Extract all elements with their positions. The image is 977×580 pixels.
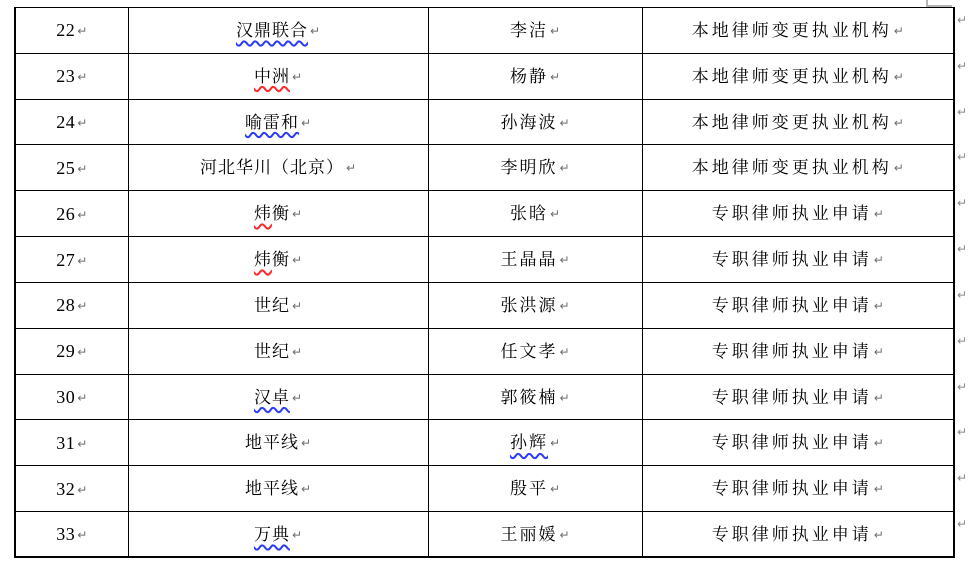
firm-name: 世纪: [253, 295, 290, 315]
row-number-cell[interactable]: [15, 328, 128, 374]
paragraph-mark-icon: ↵: [873, 527, 884, 542]
firm-name-wavy: 炜: [253, 204, 272, 224]
row-number-cell[interactable]: [15, 420, 128, 466]
lawyer-name: 张洪源: [500, 295, 558, 315]
paragraph-mark-icon: ↵: [77, 116, 88, 131]
paragraph-mark-icon: ↵: [77, 161, 88, 176]
row-end-mark-icon: ↵: [957, 58, 968, 73]
row-number-cell[interactable]: [15, 145, 128, 191]
table-row: [15, 99, 954, 145]
firm-name-wavy: 喻雷和: [244, 112, 299, 132]
application-type: 专职律师执业申请: [711, 295, 872, 315]
application-type-cell[interactable]: [642, 420, 954, 466]
lawyer-name: 郭筱楠: [500, 387, 558, 407]
table-row: [15, 328, 954, 374]
row-number-cell[interactable]: [15, 53, 128, 99]
row-end-mark-icon: ↵: [957, 517, 968, 532]
paragraph-mark-icon: ↵: [893, 23, 904, 38]
row-number: 22: [56, 20, 76, 41]
firm-name-wavy: 汉鼎联合: [235, 20, 308, 40]
paragraph-mark-icon: ↵: [77, 299, 88, 314]
application-type-cell[interactable]: [642, 8, 954, 54]
lawyer-name: 孙辉: [509, 433, 548, 453]
lawyer-name: 王晶晶: [500, 250, 558, 270]
table-row: [15, 191, 954, 237]
row-number: 27: [56, 249, 76, 270]
firm-name: 世纪: [253, 341, 290, 361]
row-end-mark-icon: ↵: [957, 13, 968, 27]
row-end-mark-icon: ↵: [957, 287, 968, 302]
paragraph-mark-icon: ↵: [300, 436, 312, 451]
paragraph-mark-icon: ↵: [77, 345, 88, 360]
paragraph-mark-icon: ↵: [893, 115, 904, 130]
firm-name: 河北华川（北京）: [199, 158, 344, 178]
firm-name-wavy: 汉卓: [253, 387, 290, 407]
paragraph-mark-icon: ↵: [291, 253, 303, 268]
firm-cell[interactable]: [128, 53, 428, 99]
firm-cell[interactable]: [128, 374, 428, 420]
row-end-mark-icon: ↵: [957, 425, 968, 440]
application-type-cell[interactable]: [642, 282, 954, 328]
row-number: 29: [56, 341, 76, 362]
application-type: 本地律师变更执业机构: [691, 158, 892, 178]
application-type-cell[interactable]: [642, 466, 954, 512]
paragraph-mark-icon: ↵: [559, 115, 570, 130]
application-type: 专职律师执业申请: [711, 387, 872, 407]
paragraph-mark-icon: ↵: [291, 207, 303, 222]
paragraph-mark-icon: ↵: [77, 391, 88, 406]
row-number: 28: [56, 295, 76, 316]
lawyer-name-cell[interactable]: [428, 466, 642, 512]
application-type: 专职律师执业申请: [711, 341, 872, 361]
table-row: [15, 466, 954, 512]
application-type-cell[interactable]: [642, 237, 954, 283]
approval-table: [14, 7, 955, 558]
firm-cell[interactable]: [128, 420, 428, 466]
paragraph-mark-icon: ↵: [559, 527, 570, 542]
table-row: [15, 512, 954, 558]
paragraph-mark-icon: ↵: [549, 436, 561, 451]
paragraph-mark-icon: ↵: [873, 207, 884, 222]
paragraph-mark-icon: ↵: [77, 482, 88, 497]
firm-cell[interactable]: [128, 8, 428, 54]
lawyer-name-cell[interactable]: [428, 99, 642, 145]
firm-name: 衡: [271, 204, 290, 224]
application-type-cell[interactable]: [642, 99, 954, 145]
table-row: [15, 8, 954, 54]
paragraph-mark-icon: ↵: [77, 207, 88, 222]
table-row: [15, 374, 954, 420]
row-end-mark-icon: ↵: [957, 104, 968, 119]
paragraph-mark-icon: ↵: [549, 207, 561, 222]
firm-name-wavy: 中洲: [253, 66, 290, 86]
row-number: 23: [56, 66, 76, 87]
row-end-mark-icon: ↵: [957, 242, 968, 257]
application-type-cell[interactable]: [642, 53, 954, 99]
table-row: [15, 145, 954, 191]
row-number-cell[interactable]: [15, 8, 128, 54]
paragraph-mark-icon: ↵: [549, 482, 561, 497]
row-end-mark-icon: ↵: [957, 333, 968, 348]
paragraph-mark-icon: ↵: [549, 69, 561, 84]
row-number: 32: [56, 478, 76, 499]
lawyer-name: 殷平: [509, 479, 548, 499]
table-row: [15, 53, 954, 99]
table-row: [15, 420, 954, 466]
firm-name: 地平线: [244, 433, 299, 453]
application-type: 本地律师变更执业机构: [691, 112, 892, 132]
lawyer-name-cell[interactable]: [428, 191, 642, 237]
paragraph-mark-icon: ↵: [291, 69, 303, 84]
paragraph-mark-icon: ↵: [291, 344, 303, 359]
lawyer-name-cell[interactable]: [428, 282, 642, 328]
paragraph-mark-icon: ↵: [873, 253, 884, 268]
paragraph-mark-icon: ↵: [291, 298, 303, 313]
paragraph-mark-icon: ↵: [549, 23, 561, 38]
paragraph-mark-icon: ↵: [873, 344, 884, 359]
paragraph-mark-icon: ↵: [873, 482, 884, 497]
application-type: 专职律师执业申请: [711, 433, 872, 453]
paragraph-mark-icon: ↵: [345, 161, 357, 176]
application-type-cell[interactable]: [642, 191, 954, 237]
paragraph-mark-icon: ↵: [873, 436, 884, 451]
lawyer-name-cell[interactable]: [428, 145, 642, 191]
lawyer-name-cell[interactable]: [428, 374, 642, 420]
table-row: [15, 237, 954, 283]
paragraph-mark-icon: ↵: [893, 161, 904, 176]
firm-cell[interactable]: [128, 328, 428, 374]
row-end-mark-icon: ↵: [957, 471, 968, 486]
row-number: 33: [56, 524, 76, 545]
paragraph-mark-icon: ↵: [559, 390, 570, 405]
row-number: 31: [56, 432, 76, 453]
paragraph-mark-icon: ↵: [873, 390, 884, 405]
application-type: 专职律师执业申请: [711, 524, 872, 544]
row-number: 30: [56, 387, 76, 408]
firm-name: 衡: [271, 250, 290, 270]
lawyer-name: 李明欣: [500, 158, 558, 178]
firm-name: 地平线: [244, 479, 299, 499]
application-type: 本地律师变更执业机构: [691, 20, 892, 40]
row-number-cell[interactable]: [15, 191, 128, 237]
paragraph-mark-icon: ↵: [291, 390, 303, 405]
paragraph-mark-icon: ↵: [77, 528, 88, 543]
firm-cell[interactable]: [128, 282, 428, 328]
paragraph-mark-icon: ↵: [559, 298, 570, 313]
lawyer-name: 任文孝: [500, 341, 558, 361]
row-number-cell[interactable]: [15, 237, 128, 283]
firm-cell[interactable]: [128, 237, 428, 283]
paragraph-mark-icon: ↵: [873, 298, 884, 313]
paragraph-mark-icon: ↵: [300, 482, 312, 497]
lawyer-name-cell[interactable]: [428, 328, 642, 374]
paragraph-mark-icon: ↵: [309, 23, 321, 38]
paragraph-mark-icon: ↵: [77, 253, 88, 268]
row-number-cell[interactable]: [15, 282, 128, 328]
lawyer-name: 杨静: [509, 66, 548, 86]
row-number-cell[interactable]: [15, 512, 128, 558]
row-number: 24: [56, 112, 76, 133]
table-body: [15, 8, 954, 558]
paragraph-mark-icon: ↵: [77, 70, 88, 85]
application-type-cell[interactable]: [642, 374, 954, 420]
lawyer-name: 王丽媛: [500, 524, 558, 544]
application-type: 专职律师执业申请: [711, 479, 872, 499]
table-row: [15, 282, 954, 328]
row-end-mark-icon: ↵: [957, 150, 968, 165]
application-type-cell[interactable]: [642, 512, 954, 558]
application-type-cell[interactable]: [642, 328, 954, 374]
application-type: 专职律师执业申请: [711, 204, 872, 224]
application-type: 专职律师执业申请: [711, 250, 872, 270]
paragraph-mark-icon: ↵: [893, 69, 904, 84]
paragraph-mark-icon: ↵: [559, 253, 570, 268]
paragraph-mark-icon: ↵: [300, 115, 312, 130]
paragraph-mark-icon: ↵: [291, 527, 303, 542]
paragraph-mark-icon: ↵: [77, 436, 88, 451]
row-number: 26: [56, 203, 76, 224]
lawyer-name: 孙海波: [500, 112, 558, 132]
application-type: 本地律师变更执业机构: [691, 66, 892, 86]
row-number-cell[interactable]: [15, 99, 128, 145]
firm-name-wavy: 万典: [253, 524, 290, 544]
lawyer-name-cell[interactable]: [428, 53, 642, 99]
row-number-cell[interactable]: [15, 466, 128, 512]
firm-cell[interactable]: [128, 512, 428, 558]
lawyer-name-cell[interactable]: [428, 420, 642, 466]
firm-cell[interactable]: [128, 99, 428, 145]
firm-cell[interactable]: [128, 466, 428, 512]
lawyer-name-cell[interactable]: [428, 237, 642, 283]
paragraph-mark-icon: ↵: [559, 344, 570, 359]
paragraph-mark-icon: ↵: [559, 161, 570, 176]
lawyer-name: 张晗: [509, 204, 548, 224]
firm-cell[interactable]: [128, 191, 428, 237]
row-end-mark-icon: ↵: [957, 196, 968, 211]
row-end-mark-icon: ↵: [957, 379, 968, 394]
paragraph-mark-icon: ↵: [77, 24, 88, 39]
lawyer-name-cell[interactable]: [428, 8, 642, 54]
row-number-cell[interactable]: [15, 374, 128, 420]
firm-name-wavy: 炜: [253, 250, 272, 270]
lawyer-name-cell[interactable]: [428, 512, 642, 558]
lawyer-name: 李洁: [509, 20, 548, 40]
row-number: 25: [56, 157, 76, 178]
firm-cell[interactable]: [128, 145, 428, 191]
application-type-cell[interactable]: [642, 145, 954, 191]
